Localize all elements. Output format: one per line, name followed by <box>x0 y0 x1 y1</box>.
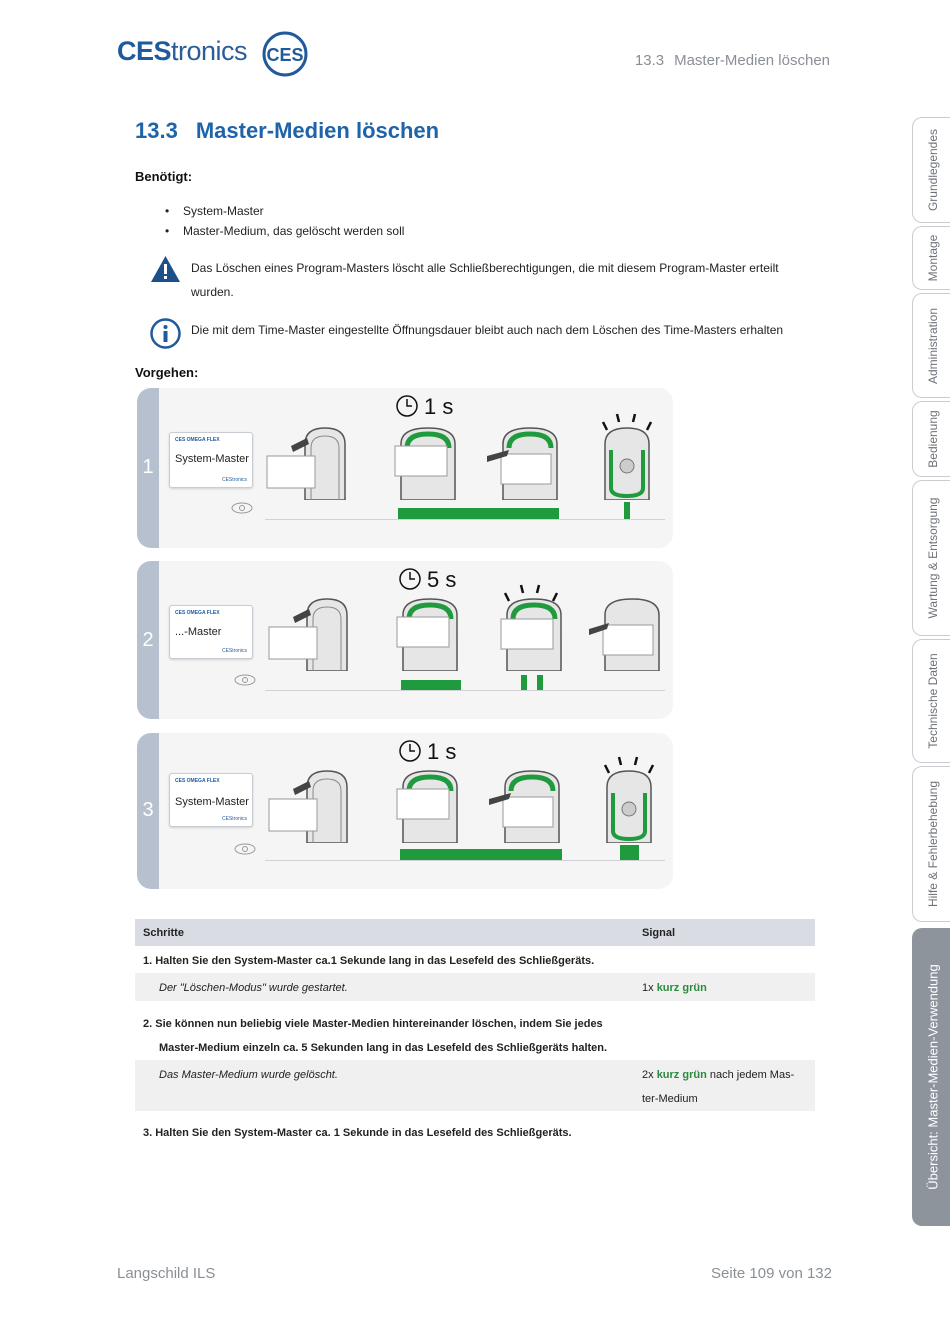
signal-baseline <box>265 519 665 520</box>
card-footer: CEStronics <box>221 816 247 822</box>
lock-reader-image <box>267 595 363 671</box>
panel-number: 3 <box>142 799 154 821</box>
signal-text: 1x kurz grün <box>642 982 707 994</box>
clock-icon <box>398 739 422 763</box>
tab-grundlegendes[interactable] <box>912 117 950 223</box>
step-text: Master-Medium einzeln ca. 5 Sekunden lang in das Lesefeld des Schließgeräts halten. <box>159 1042 608 1054</box>
tab-label: Übersicht: Master-Medien-Verwendung <box>925 964 941 1190</box>
warning-icon <box>150 255 181 283</box>
card-label: ...-Master <box>175 626 222 638</box>
lock-reader-image <box>481 424 577 500</box>
clock-icon <box>398 567 422 591</box>
signal-bar <box>624 502 630 519</box>
warning-text: Das Löschen eines Program-Masters löscht alle Schließberechtigungen, die mit diesem Program-Master erteilt wurden. <box>191 261 779 299</box>
eye-icon <box>231 502 253 514</box>
timer-label: 1 s <box>424 394 454 419</box>
tab-label: Administration <box>926 307 940 384</box>
step-text: 3. Halten Sie den System-Master ca. 1 Sekunde in das Lesefeld des Schließgeräts. <box>143 1127 572 1139</box>
step-panel-3 <box>137 733 673 889</box>
table-header <box>135 919 815 946</box>
card-header: CES OMEGA FLEX <box>175 610 220 616</box>
required-list <box>165 201 404 241</box>
step-text: 2. Sie können nun beliebig viele Master-Medien hintereinander löschen, indem Sie jedes <box>143 1018 603 1030</box>
signal-baseline <box>265 860 665 861</box>
master-card <box>169 773 253 827</box>
lock-reader-image <box>395 767 465 843</box>
lock-reader-flash-image <box>599 753 659 843</box>
master-card <box>169 432 253 488</box>
footer-product: Langschild ILS <box>117 1265 216 1282</box>
footer-page-number: Seite 109 von 132 <box>711 1265 832 1282</box>
lock-reader-flash-image <box>499 581 569 671</box>
signal-bar <box>620 845 639 860</box>
result-text: Der "Löschen-Modus" wurde gestartet. <box>159 982 348 994</box>
tab-wartung-entsorgung[interactable] <box>912 480 950 636</box>
panel-number: 1 <box>142 456 154 478</box>
tab-bedienung[interactable] <box>912 401 950 477</box>
tab-label: Bedienung <box>926 410 940 468</box>
tab-administration[interactable] <box>912 293 950 398</box>
step-panel-2 <box>137 561 673 719</box>
steps-table <box>135 919 815 1141</box>
table-row <box>135 1001 815 1060</box>
card-label: System-Master <box>175 453 249 465</box>
panel-number: 2 <box>142 629 154 651</box>
result-text: Das Master-Medium wurde gelöscht. <box>159 1069 338 1081</box>
table-row <box>135 1060 815 1111</box>
tab-uebersicht-master-medien[interactable] <box>912 928 950 1226</box>
step-text: 1. Halten Sie den System-Master ca.1 Sekunde lang in das Lesefeld des Schließgeräts. <box>143 955 595 967</box>
brand-logo-text: CEStronics <box>117 36 248 66</box>
lock-reader-image <box>265 424 361 500</box>
table-row <box>135 973 815 1001</box>
signal-bar <box>537 675 543 690</box>
tab-label: Hilfe & Fehlerbehebung <box>926 780 940 908</box>
lock-reader-image <box>395 595 465 671</box>
procedure-label: Vorgehen: <box>135 365 199 380</box>
header-signal: Signal <box>642 927 676 939</box>
brand-badge-text: CES <box>266 45 304 65</box>
header-steps: Schritte <box>143 927 184 939</box>
card-header: CES OMEGA FLEX <box>175 778 220 784</box>
table-row <box>135 1111 815 1141</box>
tab-label: Technische Daten <box>926 653 940 749</box>
list-item: • System-Master <box>165 201 404 221</box>
signal-baseline <box>265 690 665 691</box>
master-card <box>169 605 253 659</box>
eye-icon <box>234 843 256 855</box>
card-footer: CEStronics <box>221 477 247 483</box>
lock-reader-image <box>585 595 669 671</box>
lock-reader-image <box>267 767 363 843</box>
lock-reader-image <box>483 767 579 843</box>
signal-bar <box>401 680 461 690</box>
card-header: CES OMEGA FLEX <box>175 437 220 443</box>
eye-icon <box>234 674 256 686</box>
info-icon <box>150 318 181 349</box>
timer-label: 1 s <box>427 739 457 764</box>
tab-label: Grundlegendes <box>926 128 940 212</box>
clock-icon <box>395 394 419 418</box>
info-text: Die mit dem Time-Master eingestellte Öffnungsdauer bleibt auch nach dem Löschen des Time-Masters erhalten <box>191 323 784 337</box>
step-panel-1 <box>137 388 673 548</box>
header-section: 13.3 Master-Medien löschen <box>634 52 830 69</box>
tab-montage[interactable] <box>912 226 950 290</box>
list-item: • Master-Medium, das gelöscht werden soll <box>165 221 404 241</box>
required-label: Benötigt: <box>135 169 193 184</box>
brand-badge-icon <box>262 31 308 77</box>
table-row <box>135 946 815 973</box>
signal-bar <box>398 508 559 519</box>
signal-text: 2x kurz grün nach jedem Mas- <box>642 1069 795 1081</box>
tab-label: Wartung & Entsorgung <box>926 497 940 619</box>
signal-bar <box>521 675 527 690</box>
lock-reader-flash-image <box>597 410 657 500</box>
card-label: System-Master <box>175 796 249 808</box>
card-footer: CEStronics <box>221 648 247 654</box>
tab-technische-daten[interactable] <box>912 639 950 763</box>
tab-hilfe-fehlerbehebung[interactable] <box>912 766 950 922</box>
timer-label: 5 s <box>427 567 457 592</box>
page-title: 13.3 Master-Medien löschen <box>135 118 440 143</box>
tab-label: Montage <box>926 234 940 282</box>
lock-reader-image <box>393 424 463 500</box>
signal-bar <box>400 849 562 860</box>
signal-text-continued: ter-Medium <box>642 1093 698 1105</box>
